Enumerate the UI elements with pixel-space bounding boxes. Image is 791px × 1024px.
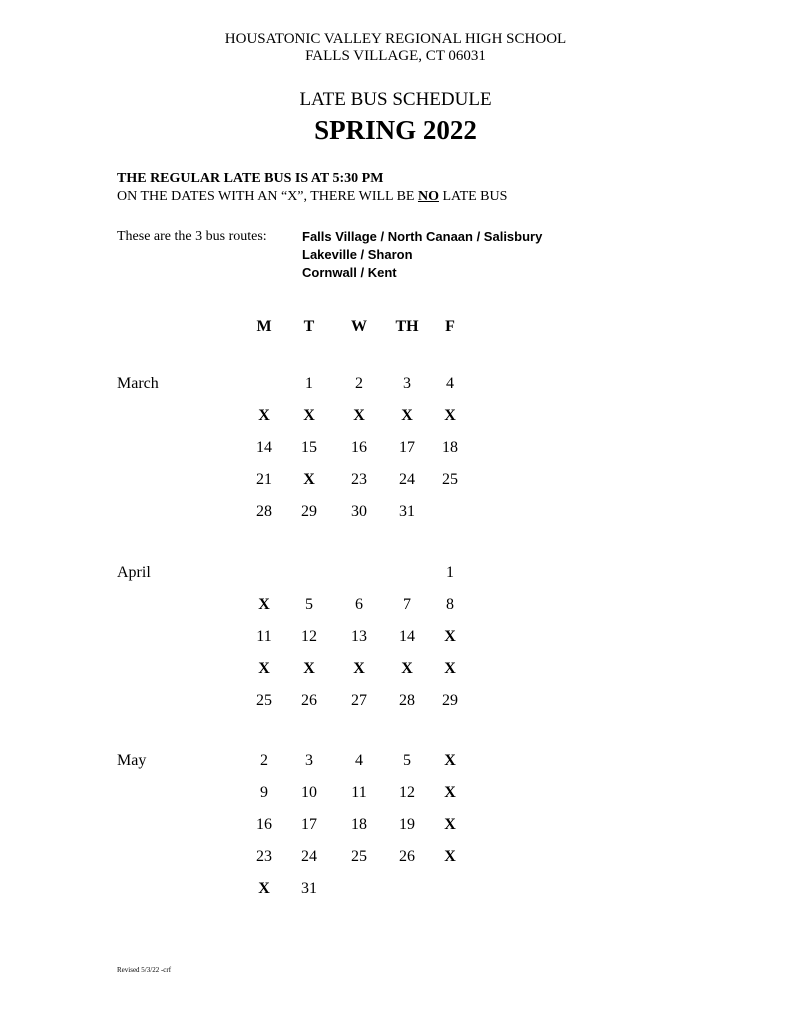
route-item: Cornwall / Kent [302, 265, 397, 280]
route-item: Lakeville / Sharon [302, 247, 413, 262]
no-bus-notice-prefix: ON THE DATES WITH AN “X”, THERE WILL BE [117, 189, 418, 204]
calendar-date: 21 [256, 471, 272, 488]
calendar-date: 17 [301, 816, 317, 833]
calendar-date: 14 [399, 628, 415, 645]
calendar-date: 4 [446, 375, 454, 392]
calendar-date: 28 [399, 692, 415, 709]
no-bus-mark: X [353, 660, 365, 677]
no-bus-mark: X [444, 752, 456, 769]
calendar-date: 5 [403, 752, 411, 769]
calendar-date: 14 [256, 439, 272, 456]
calendar-date: 28 [256, 503, 272, 520]
calendar-date: 16 [256, 816, 272, 833]
revision-note: Revised 5/3/22 -crf [117, 966, 172, 974]
calendar-date: 2 [355, 375, 363, 392]
month-label: March [117, 375, 159, 392]
calendar-date: 25 [351, 848, 367, 865]
calendar-date: 26 [301, 692, 317, 709]
calendar-date: 11 [351, 784, 367, 801]
day-header: TH [395, 318, 419, 335]
day-header: M [256, 318, 272, 335]
no-bus-mark: X [353, 407, 365, 424]
calendar-date: 16 [351, 439, 367, 456]
no-bus-mark: X [444, 848, 456, 865]
calendar-date: 2 [260, 752, 268, 769]
calendar-date: 26 [399, 848, 415, 865]
regular-bus-notice: THE REGULAR LATE BUS IS AT 5:30 PM [117, 171, 384, 186]
no-bus-mark: X [303, 407, 315, 424]
calendar-date: 25 [442, 471, 458, 488]
calendar-date: 10 [301, 784, 317, 801]
no-bus-notice-emphasis: NO [417, 189, 439, 204]
day-header: F [445, 318, 455, 335]
no-bus-mark: X [444, 816, 456, 833]
calendar-date: 1 [305, 375, 313, 392]
calendar-date: 8 [446, 596, 454, 613]
calendar-date: 9 [260, 784, 268, 801]
route-item: Falls Village / North Canaan / Salisbury [302, 229, 543, 244]
no-bus-mark: X [401, 407, 413, 424]
no-bus-mark: X [258, 407, 270, 424]
no-bus-mark: X [444, 660, 456, 677]
calendar-date: 24 [301, 848, 317, 865]
calendar-date: 25 [256, 692, 272, 709]
calendar-date: 4 [355, 752, 363, 769]
calendar-date: 31 [399, 503, 415, 520]
no-bus-mark: X [303, 471, 315, 488]
day-header: W [351, 318, 367, 335]
calendar-date: 27 [351, 692, 367, 709]
calendar-date: 3 [403, 375, 411, 392]
school-address: FALLS VILLAGE, CT 06031 [305, 48, 486, 64]
no-bus-notice-suffix: LATE BUS [438, 189, 508, 204]
calendar-date: 6 [355, 596, 363, 613]
month-label: April [117, 564, 151, 581]
calendar-date: 31 [301, 880, 317, 897]
no-bus-mark: X [444, 784, 456, 801]
schedule-title: LATE BUS SCHEDULE [299, 89, 492, 110]
calendar-date: 18 [442, 439, 458, 456]
calendar-date: 11 [256, 628, 272, 645]
day-header: T [303, 318, 315, 335]
calendar-date: 5 [305, 596, 313, 613]
calendar-date: 29 [301, 503, 317, 520]
no-bus-mark: X [303, 660, 315, 677]
no-bus-notice [117, 189, 507, 205]
calendar-date: 12 [301, 628, 317, 645]
calendar-date: 19 [399, 816, 415, 833]
no-bus-mark: X [444, 407, 456, 424]
calendar-date: 17 [399, 439, 415, 456]
routes-label: These are the 3 bus routes: [117, 229, 267, 244]
school-name: HOUSATONIC VALLEY REGIONAL HIGH SCHOOL [224, 31, 567, 47]
no-bus-mark: X [258, 660, 270, 677]
calendar-date: 12 [399, 784, 415, 801]
calendar-date: 18 [351, 816, 367, 833]
no-bus-mark: X [401, 660, 413, 677]
no-bus-mark: X [258, 596, 270, 613]
calendar-date: 13 [351, 628, 367, 645]
calendar-date: 3 [305, 752, 313, 769]
calendar-date: 23 [256, 848, 272, 865]
calendar-date: 30 [351, 503, 367, 520]
no-bus-mark: X [258, 880, 270, 897]
calendar-date: 29 [442, 692, 458, 709]
month-label: May [117, 752, 147, 769]
season-title: SPRING 2022 [314, 115, 477, 145]
calendar-date: 1 [446, 564, 454, 581]
calendar-date: 15 [301, 439, 317, 456]
calendar-date: 24 [399, 471, 415, 488]
no-bus-mark: X [444, 628, 456, 645]
calendar-date: 7 [403, 596, 411, 613]
calendar-date: 23 [351, 471, 367, 488]
